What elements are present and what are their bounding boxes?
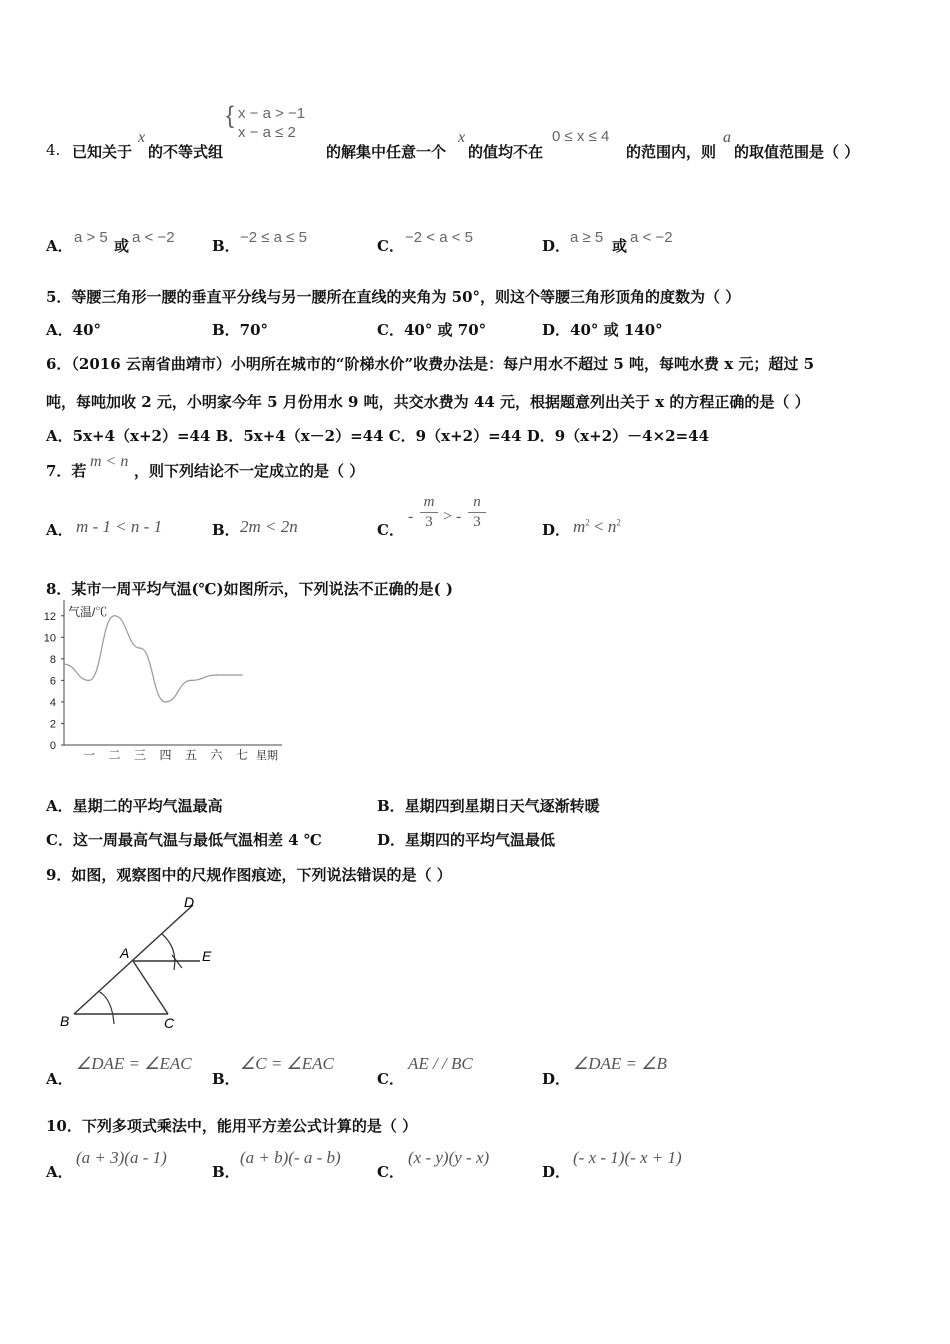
- q4-d-expr1: a ≥ 5: [570, 229, 604, 246]
- q7-b-expr: 2m < 2n: [240, 517, 298, 536]
- q6-stem-line1: 6．（2016 云南省曲靖市）小明所在城市的“阶梯水价”收费办法是：每户用水不超过 5 吨，每吨水费 x 元；超过 5: [46, 355, 815, 373]
- y-tick-label: 8: [49, 653, 56, 666]
- q4-var-x: x: [138, 129, 146, 146]
- q6-options: A．5x+4（x+2）=44 B．5x+4（x－2）=44 C．9（x+2）=44 D．9（x+2）－4×2=44: [46, 427, 710, 445]
- q7-option-d: D．: [542, 521, 571, 539]
- q4-option-b: B．: [212, 237, 240, 255]
- point-d-label: D: [184, 894, 195, 910]
- q9-option-a: A．: [46, 1070, 73, 1088]
- compass-construction-figure: [50, 890, 240, 1035]
- q4-a-expr2: a < −2: [132, 229, 175, 246]
- x-tick-label: 二: [108, 748, 121, 762]
- x-tick-label: 四: [159, 748, 172, 762]
- y-axis-label: 气温/℃: [68, 605, 108, 619]
- fraction-bar: [420, 512, 438, 513]
- q7-c-fraction-2: [468, 494, 486, 531]
- exponent: 2: [616, 517, 621, 528]
- q10-b-expr: (a + b)(- a - b): [240, 1148, 341, 1167]
- question-number: [46, 141, 60, 159]
- arc-at-b: [98, 991, 114, 1024]
- fraction-denominator: 3: [425, 514, 433, 530]
- relation: <: [594, 517, 604, 536]
- base-m: m: [573, 517, 586, 536]
- q4-range: 0 ≤ x ≤ 4: [552, 128, 610, 145]
- q10-option-c: C．: [377, 1163, 404, 1181]
- x-tick-label: 五: [184, 748, 198, 762]
- data-point-七: [241, 674, 243, 676]
- q7-c-neg: -: [408, 508, 414, 525]
- x-tick-label: 六: [210, 748, 223, 762]
- data-point-二: [114, 615, 116, 617]
- q4-a-or: 或: [114, 237, 130, 255]
- x-tick-label: 七: [235, 748, 249, 762]
- exponent: 2: [585, 517, 590, 528]
- q7-stem: ，则下列结论不一定成立的是（ ）: [134, 462, 365, 480]
- series-line-气温: [64, 616, 242, 702]
- q4-var-x2: x: [458, 129, 466, 146]
- q4-text-4: 的值均不在: [468, 143, 544, 161]
- fraction-denominator: 3: [473, 514, 481, 530]
- point-a-label: A: [120, 945, 130, 961]
- segment-ac: [133, 961, 168, 1014]
- q4-d-expr2: a < −2: [630, 229, 673, 246]
- q10-stem: 10．下列多项式乘法中，能用平方差公式计算的是（ ）: [46, 1117, 418, 1135]
- q9-b-expr: ∠C = ∠EAC: [240, 1054, 334, 1073]
- q4-number: 4.: [46, 141, 61, 159]
- q9-option-c: C．: [377, 1070, 404, 1088]
- q7-option-c: C．: [377, 521, 404, 539]
- q5-option-c: C．40° 或 70°: [377, 321, 487, 339]
- q4-text-3: 的解集中任意一个: [326, 143, 447, 161]
- q8-option-a: A．星期二的平均气温最高: [46, 797, 223, 815]
- point-b-label: B: [60, 1013, 70, 1029]
- q9-c-expr: AE / / BC: [408, 1054, 473, 1073]
- data-point-五: [190, 680, 192, 682]
- q9-a-expr: ∠DAE = ∠EAC: [76, 1054, 192, 1073]
- q8-option-c: C．这一周最高气温与最低气温相差 4 ℃: [46, 831, 322, 849]
- chart-series: [64, 615, 243, 703]
- q10-option-d: D．: [542, 1163, 571, 1181]
- system-line-1: x − a > −1: [238, 105, 306, 122]
- system-brace: {: [226, 102, 235, 129]
- y-tick-label: 2: [49, 718, 56, 731]
- point-e-label: E: [202, 948, 212, 964]
- data-point-六: [216, 674, 218, 676]
- data-point-一: [88, 680, 90, 682]
- q7-condition: m < n: [90, 453, 129, 470]
- system-line-2: x − a ≤ 2: [238, 124, 296, 141]
- q8-option-d: D．星期四的平均气温最低: [377, 831, 556, 849]
- x-tick-label: 一: [82, 748, 96, 762]
- chart-axes: [64, 600, 282, 762]
- q6-stem-line2: 吨，每吨加收 2 元，小明家今年 5 月份用水 9 吨，共交水费为 44 元，根据题意列出关于 x 的方程正确的是（ ）: [46, 393, 810, 411]
- q5-option-a: A．40°: [46, 321, 102, 339]
- q4-var-a: a: [723, 129, 731, 146]
- chart-ticks: [44, 611, 248, 762]
- x-axis-label: 星期: [256, 750, 278, 762]
- data-point-四: [165, 701, 167, 703]
- fraction-numerator: m: [423, 494, 435, 510]
- base-n: n: [607, 517, 617, 536]
- q7-c-fraction-1: [420, 494, 438, 531]
- q4-b-expr: −2 ≤ a ≤ 5: [240, 229, 307, 246]
- y-tick-label: 0: [49, 740, 56, 752]
- q9-option-b: B．: [212, 1070, 240, 1088]
- q7-number: 7．若: [46, 462, 87, 480]
- q4-d-or: 或: [612, 237, 628, 255]
- q7-c-relation: > -: [443, 508, 462, 525]
- temperature-line-chart: [40, 600, 300, 770]
- x-tick-label: 三: [133, 748, 147, 762]
- q8-option-b: B．星期四到星期日天气逐渐转暖: [377, 797, 600, 815]
- y-tick-label: 12: [43, 610, 56, 623]
- q4-text-6: 的取值范围是（ ）: [734, 143, 860, 161]
- q7-a-expr: m - 1 < n - 1: [76, 517, 163, 536]
- q5-option-d: D．40° 或 140°: [542, 321, 663, 339]
- fraction-numerator: n: [473, 494, 481, 510]
- option-label: A．: [46, 237, 73, 255]
- q10-option-b: B．: [212, 1163, 240, 1181]
- q4-option-d: D．: [542, 237, 571, 255]
- q4-text-2: 的不等式组: [148, 143, 224, 161]
- q9-stem: 9．如图，观察图中的尺规作图痕迹，下列说法错误的是（ ）: [46, 866, 452, 884]
- q5-stem: 5．等腰三角形一腰的垂直平分线与另一腰所在直线的夹角为 50°，则这个等腰三角形顶角的度数为（ ）: [46, 288, 741, 306]
- q9-d-expr: ∠DAE = ∠B: [573, 1054, 667, 1073]
- y-tick-label: 4: [49, 696, 56, 709]
- y-tick-label: 6: [49, 675, 56, 688]
- point-c-label: C: [164, 1015, 175, 1031]
- q4-text-5: 的范围内，则: [626, 143, 717, 161]
- q7-option-b: B．: [212, 521, 240, 539]
- q4-text-1: 已知关于: [72, 143, 133, 161]
- arc-at-a: [162, 934, 175, 970]
- q10-d-expr: (- x - 1)(- x + 1): [573, 1148, 682, 1167]
- q10-a-expr: (a + 3)(a - 1): [76, 1148, 167, 1167]
- q10-c-expr: (x - y)(y - x): [408, 1148, 490, 1167]
- q7-d-expr: [573, 517, 621, 537]
- q9-option-d: D．: [542, 1070, 571, 1088]
- data-point-三: [139, 647, 141, 649]
- q10-option-a: A．: [46, 1163, 73, 1181]
- q4-option-a: [46, 235, 73, 256]
- q4-option-c: C．: [377, 237, 404, 255]
- q7-option-a: A．: [46, 521, 73, 539]
- q4-a-expr1: a > 5: [74, 229, 108, 246]
- q5-option-b: B．70°: [212, 321, 269, 339]
- fraction-bar: [468, 512, 486, 513]
- y-tick-label: 10: [43, 632, 56, 645]
- q4-c-expr: −2 < a < 5: [405, 229, 473, 246]
- q8-stem: 8．某市一周平均气温(℃)如图所示，下列说法不正确的是( ): [46, 580, 454, 598]
